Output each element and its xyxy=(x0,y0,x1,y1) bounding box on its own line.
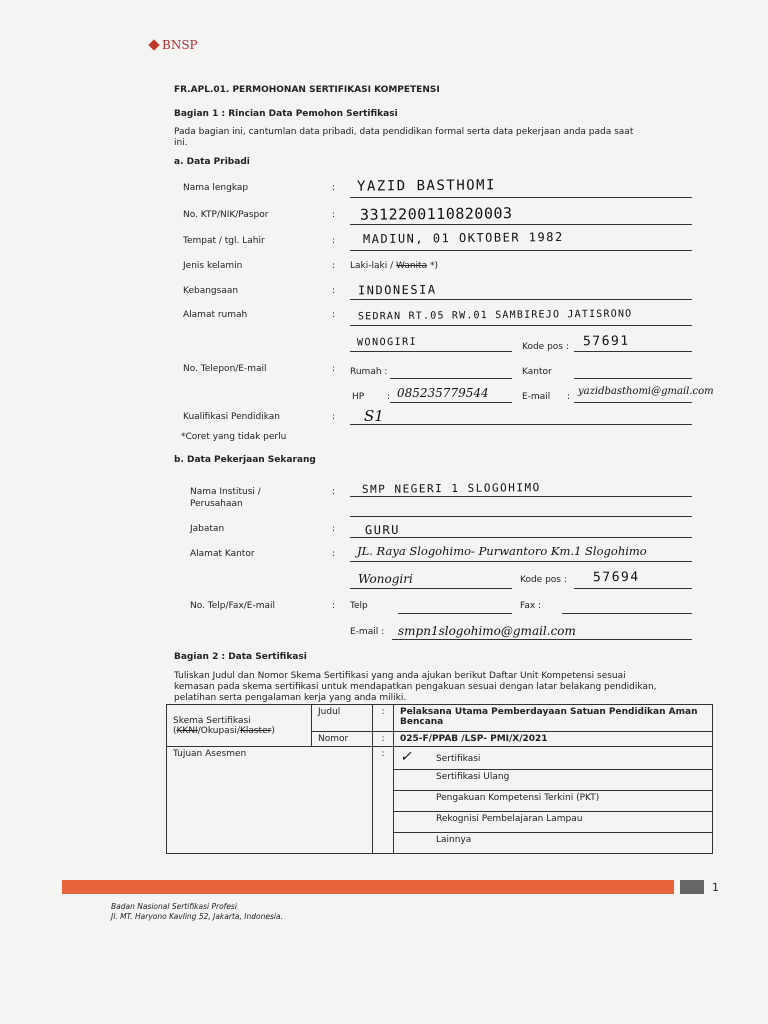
rumah-label: Rumah : xyxy=(350,367,388,377)
footer-gray-block xyxy=(680,880,704,894)
kualifikasi-value: S1 xyxy=(364,407,384,425)
doc-title: FR.APL.01. PERMOHONAN SERTIFIKASI KOMPETENSI xyxy=(174,85,440,95)
hp-value: 085235779544 xyxy=(397,386,489,400)
colon: : xyxy=(373,747,394,854)
kodepos-value: 57691 xyxy=(582,333,630,350)
telp-label: No. Telepon/E-mail xyxy=(183,364,267,374)
page-number: 1 xyxy=(712,881,719,894)
alamat-line2 xyxy=(350,351,512,352)
tujuan-option-1: ✓ Sertifikasi xyxy=(394,747,713,770)
judul-value: Pelaksana Utama Pemberdayaan Satuan Pendidikan Aman Bencana xyxy=(394,705,713,732)
kodepos-label: Kode pos : xyxy=(522,342,569,352)
skema-sublabel: (KKNI/Okupasi/Klaster) xyxy=(173,725,275,736)
ttl-line xyxy=(350,250,692,251)
kualifikasi-line xyxy=(350,424,692,425)
colon: : xyxy=(373,705,394,732)
hp-label: HP xyxy=(352,392,365,402)
alamat-kantor-line2 xyxy=(350,588,512,589)
alamat-kantor-label: Alamat Kantor xyxy=(190,549,255,559)
alamat-value2: WONOGIRI xyxy=(356,336,418,349)
skema-label: Skema Sertifikasi xyxy=(173,715,251,726)
table-row xyxy=(167,705,713,732)
bnsp-logo-icon xyxy=(148,39,159,50)
colon: : xyxy=(332,183,336,193)
colon: : xyxy=(332,524,336,534)
check-mark-icon: ✓ xyxy=(400,749,412,765)
kantor-fax-sub: Fax : xyxy=(520,601,542,611)
bnsp-logo: BNSP xyxy=(150,38,198,52)
jabatan-line xyxy=(350,537,692,538)
nomor-value: 025-F/PPAB /LSP- PMI/X/2021 xyxy=(394,732,713,747)
jabatan-value: GURU xyxy=(364,522,400,538)
judul-label: Judul xyxy=(312,705,373,732)
alamat-value: SEDRAN RT.05 RW.01 SAMBIREJO JATISRONO xyxy=(357,308,633,323)
colon: : xyxy=(567,392,571,402)
colon: : xyxy=(332,286,336,296)
rumah-line xyxy=(390,378,512,379)
kantor-kodepos-line xyxy=(574,588,692,589)
alamat-label: Alamat rumah xyxy=(183,310,248,320)
bagian1-title: Bagian 1 : Rincian Data Pemohon Sertifikasi xyxy=(174,109,398,119)
institusi-line2 xyxy=(350,516,692,517)
footer-address: Jl. MT. Haryono Kavling 52, Jakarta, Indonesia. xyxy=(111,912,283,921)
institusi-value: SMP NEGERI 1 SLOGOHIMO xyxy=(361,481,541,496)
email-value: yazidbasthomi@gmail.com xyxy=(578,386,714,397)
jabatan-label: Jabatan xyxy=(190,524,225,534)
colon: : xyxy=(373,732,394,747)
colon: : xyxy=(332,412,336,422)
colon: : xyxy=(332,210,336,220)
email-line xyxy=(574,402,692,403)
kantor-telp-sub: Telp xyxy=(350,601,368,611)
kantor-fax-line xyxy=(562,613,692,614)
tujuan-option-5: Lainnya xyxy=(394,833,713,854)
hp-line xyxy=(390,402,512,403)
colon: : xyxy=(332,261,336,271)
kualifikasi-label: Kualifikasi Pendidikan xyxy=(183,412,281,422)
colon: : xyxy=(332,364,336,374)
kantor-telp-line xyxy=(398,613,512,614)
alamat-kantor-value2: Wonogiri xyxy=(358,572,413,586)
kantor-email-line xyxy=(392,639,692,640)
bagian1-intro: Pada bagian ini, cantumlan data pribadi, data pendidikan formal serta data pekerjaan anda pada saat xyxy=(174,127,634,137)
ktp-label: No. KTP/NIK/Paspor xyxy=(183,210,269,220)
alamat-kantor-value: JL. Raya Slogohimo- Purwantoro Km.1 Slogohimo xyxy=(357,544,647,558)
footer-org: Badan Nasional Sertifikasi Profesi xyxy=(111,902,237,911)
alamat-kantor-line xyxy=(350,561,692,562)
institusi-label2: Perusahaan xyxy=(190,499,243,509)
bangsa-value: INDONESIA xyxy=(357,282,437,298)
jk-label: Jenis kelamin xyxy=(183,261,243,271)
kantor-line xyxy=(574,378,692,379)
alamat-line xyxy=(350,325,692,326)
bangsa-label: Kebangsaan xyxy=(183,286,239,296)
institusi-label: Nama Institusi / xyxy=(190,487,261,497)
institusi-line xyxy=(350,496,692,497)
kantor-kodepos-value: 57694 xyxy=(592,569,640,586)
nomor-label: Nomor xyxy=(312,732,373,747)
tujuan-option-3: Pengakuan Kompetensi Terkini (PKT) xyxy=(394,791,713,812)
jk-value: Laki-laki / Wanita *) xyxy=(350,261,438,271)
ttl-value: MADIUN, 01 OKTOBER 1982 xyxy=(362,229,564,247)
colon: : xyxy=(332,601,336,611)
kantor-label: Kantor xyxy=(522,367,552,377)
kodepos-line xyxy=(574,351,692,352)
skema-table xyxy=(166,704,713,854)
nama-value: YAZID BASTHOMI xyxy=(356,177,497,195)
ktp-line xyxy=(350,224,692,225)
nama-label: Nama lengkap xyxy=(183,183,249,193)
bagian2-intro3: pelatihan serta pengalaman kerja yang anda miliki. xyxy=(174,693,407,703)
tujuan-option-4: Rekognisi Pembelajaran Lampau xyxy=(394,812,713,833)
email-label: E-mail xyxy=(522,392,551,402)
nama-line xyxy=(350,197,692,198)
colon: : xyxy=(387,392,391,402)
bagian2-intro1: Tuliskan Judul dan Nomor Skema Sertifikasi yang anda ajukan berikut Daftar Unit Kompetensi sesuai xyxy=(174,671,626,681)
colon: : xyxy=(332,549,336,559)
colon: : xyxy=(332,236,336,246)
bagian2-title: Bagian 2 : Data Sertifikasi xyxy=(174,652,307,662)
bagian1-intro2: ini. xyxy=(174,138,188,148)
colon: : xyxy=(332,310,336,320)
bangsa-line xyxy=(350,299,692,300)
bagian2-intro2: kemasan pada skema sertifikasi untuk mendapatkan pengakuan sesuai dengan latar belakang pendidikan, xyxy=(174,682,657,692)
kantor-telp-label: No. Telp/Fax/E-mail xyxy=(190,601,275,611)
ktp-value: 3312200110820003 xyxy=(359,204,513,224)
ttl-label: Tempat / tgl. Lahir xyxy=(183,236,265,246)
section-b-title: b. Data Pekerjaan Sekarang xyxy=(174,455,316,465)
section-a-title: a. Data Pribadi xyxy=(174,157,250,167)
tujuan-option-2: Sertifikasi Ulang xyxy=(394,770,713,791)
coret-note: *Coret yang tidak perlu xyxy=(181,432,287,442)
colon: : xyxy=(332,487,336,497)
kantor-email-sub: E-mail : xyxy=(350,627,385,637)
kantor-email-value: smpn1slogohimo@gmail.com xyxy=(398,624,576,638)
footer-accent-bar xyxy=(62,880,674,894)
kantor-kodepos-label: Kode pos : xyxy=(520,575,567,585)
table-row xyxy=(167,747,713,770)
skema-label-cell xyxy=(167,705,312,747)
tujuan-label: Tujuan Asesmen xyxy=(167,747,373,854)
